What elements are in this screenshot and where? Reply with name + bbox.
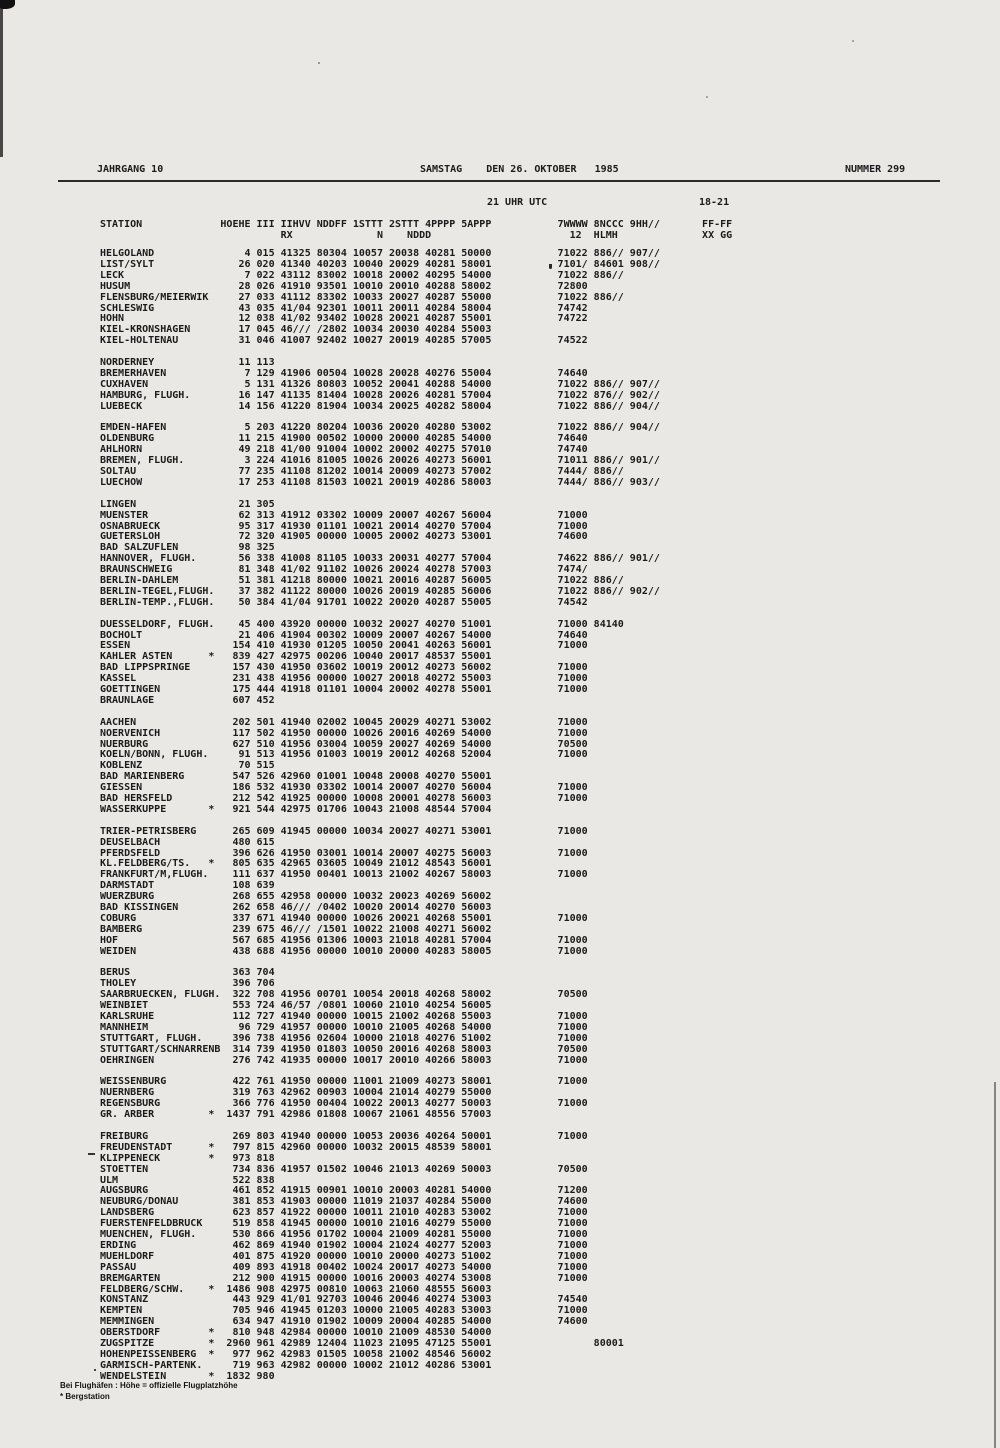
table-row: SAARBRUECKEN, FLUGH. 322 708 41956 00701 10054 20018 40268 58002 70500 [100, 989, 588, 1000]
table-row: KAHLER ASTEN * 839 427 42975 00206 10040 20017 48537 55001 [100, 651, 492, 662]
table-row: HOF 567 685 41956 01306 10003 21018 40281 57004 71000 [100, 935, 588, 946]
table-row: HOHN 12 038 41/02 93402 10028 20021 40287 55001 74722 [100, 313, 588, 324]
horizontal-rule [58, 180, 940, 182]
table-row: BREMERHAVEN 7 129 41906 00504 10028 20028 40276 55004 74640 [100, 368, 588, 379]
table-row: FELDBERG/SCHW. * 1486 908 42975 00810 10063 21060 48555 56003 [100, 1284, 492, 1295]
table-row: STUTTGART/SCHNARRENB 314 739 41950 01803 10050 20016 40268 58003 70500 [100, 1044, 588, 1055]
table-row: BREMGARTEN 212 900 41915 00000 10016 20003 40274 53008 71000 [100, 1273, 588, 1284]
table-row: LUEBECK 14 156 41220 81904 10034 20025 40282 58004 71022 886// 904// [100, 401, 660, 412]
table-row: OSNABRUECK 95 317 41930 01101 10021 20014 40270 57004 71000 [100, 521, 588, 532]
table-row: STUTTGART, FLUGH. 396 738 41956 02604 10000 21018 40276 51002 71000 [100, 1033, 588, 1044]
table-row: ZUGSPITZE * 2960 961 42989 12404 11023 21095 47125 55001 80001 [100, 1338, 624, 1349]
table-row: NEUBURG/DONAU 381 853 41903 00000 11019 21037 40284 55000 74600 [100, 1196, 588, 1207]
table-row: GIESSEN 186 532 41930 03302 10014 20007 40270 56004 71000 [100, 782, 588, 793]
table-row: KEMPTEN 705 946 41945 01203 10000 21005 40283 53003 71000 [100, 1305, 588, 1316]
table-row: GR. ARBER * 1437 791 42986 01808 10067 21061 48556 57003 [100, 1109, 492, 1120]
table-row: HAMBURG, FLUGH. 16 147 41135 81404 10028 20026 40281 57004 71022 876// 902// [100, 390, 660, 401]
table-row: HELGOLAND 4 015 41325 80304 10057 20038 40281 50000 71022 886// 907// [100, 248, 660, 259]
table-row: FREUDENSTADT * 797 815 42960 00000 10032 20015 48539 58001 [100, 1142, 492, 1153]
table-row: BERUS 363 704 [100, 967, 275, 978]
table-row: FRANKFURT/M,FLUGH. 111 637 41950 00401 10013 21002 40267 58003 71000 [100, 869, 588, 880]
scan-artifact-speck [852, 40, 854, 42]
table-row: DARMSTADT 108 639 [100, 880, 275, 891]
table-row: LECK 7 022 43112 83002 10018 20002 40295 54000 71022 886// [100, 270, 624, 281]
table-row: BREMEN, FLUGH. 3 224 41016 81005 10026 20026 40273 56001 71011 886// 901// [100, 455, 660, 466]
table-row: LIST/SYLT 26 020 41340 40203 10040 20029 40281 58001 7101/ 84601 908// [100, 259, 660, 270]
table-row: PASSAU 409 893 41918 00402 10024 20017 40273 54000 71000 [100, 1262, 588, 1273]
table-row: LINGEN 21 305 [100, 499, 275, 510]
table-row: NUERBURG 627 510 41956 03004 10059 20027 40269 54000 70500 [100, 739, 588, 750]
table-row: OLDENBURG 11 215 41900 00502 10000 20000 40285 54000 74640 [100, 433, 588, 444]
table-row: ERDING 462 869 41940 01902 10004 21024 40277 52003 71000 [100, 1240, 588, 1251]
time-range: 18-21 [699, 197, 730, 208]
table-row: BRAUNLAGE 607 452 [100, 695, 275, 706]
table-row: STOETTEN 734 836 41957 01502 10046 21013 40269 50003 70500 [100, 1164, 588, 1175]
table-row: NORDERNEY 11 113 [100, 357, 275, 368]
table-row: FREIBURG 269 803 41940 00000 10053 20036 40264 50001 71000 [100, 1131, 588, 1142]
table-row: BAD HERSFELD 212 542 41925 00000 10008 20001 40278 56003 71000 [100, 793, 588, 804]
table-row: KOELN/BONN, FLUGH. 91 513 41956 01003 10019 20012 40268 52004 71000 [100, 749, 588, 760]
table-row: MANNHEIM 96 729 41957 00000 10010 21005 40268 54000 71000 [100, 1022, 588, 1033]
table-row: BAMBERG 239 675 46/// /1501 10022 21008 40271 56002 [100, 924, 492, 935]
table-row: TRIER-PETRISBERG 265 609 41945 00000 10034 20027 40271 53001 71000 [100, 826, 588, 837]
table-row: BOCHOLT 21 406 41904 00302 10009 20007 40267 54000 74640 [100, 630, 588, 641]
table-row: GOETTINGEN 175 444 41918 01101 10004 20002 40278 55001 71000 [100, 684, 588, 695]
table-row: ULM 522 838 [100, 1175, 275, 1186]
scan-artifact-right-edge [994, 1082, 996, 1448]
table-row: HUSUM 28 026 41910 93501 10010 20010 40288 58002 72800 [100, 281, 588, 292]
table-row: BAD MARIENBERG 547 526 42960 01001 10048 20008 40270 55001 [100, 771, 492, 782]
table-row: KIEL-HOLTENAU 31 046 41007 92402 10027 20019 40285 57005 74522 [100, 335, 588, 346]
scan-artifact-speck [94, 1369, 96, 1371]
observation-time: 21 UHR UTC [487, 197, 548, 208]
table-row: CUXHAVEN 5 131 41326 80803 10052 20041 40288 54000 71022 886// 907// [100, 379, 660, 390]
table-row: DEUSELBACH 480 615 [100, 837, 275, 848]
table-row: OEHRINGEN 276 742 41935 00000 10017 20010 40266 58003 71000 [100, 1055, 588, 1066]
table-row: MUENCHEN, FLUGH. 530 866 41956 01702 10004 21009 40281 55000 71000 [100, 1229, 588, 1240]
table-row: AACHEN 202 501 41940 02002 10045 20029 40271 53002 71000 [100, 717, 588, 728]
table-row: KOBLENZ 70 515 [100, 760, 275, 771]
table-row: BAD KISSINGEN 262 658 46/// /0402 10020 20014 40270 56003 [100, 902, 492, 913]
table-row: MUENSTER 62 313 41912 03302 10009 20007 40267 56004 71000 [100, 510, 588, 521]
footnote-mountain-station: * Bergstation [60, 1392, 110, 1401]
scan-artifact-speck [88, 1153, 95, 1155]
table-row: WASSERKUPPE * 921 544 42975 01706 10043 21008 48544 57004 [100, 804, 492, 815]
table-row: KASSEL 231 438 41956 00000 10027 20018 40272 55003 71000 [100, 673, 588, 684]
journal-volume: JAHRGANG 10 [97, 164, 164, 175]
scan-artifact-left-edge [0, 5, 3, 157]
table-row: WEISSENBURG 422 761 41950 00000 11001 21009 40273 58001 71000 [100, 1076, 588, 1087]
table-row: EMDEN-HAFEN 5 203 41220 80204 10036 20020 40280 53002 71022 886// 904// [100, 422, 660, 433]
table-row: BAD LIPPSPRINGE 157 430 41950 03602 10019 20012 40273 56002 71000 [100, 662, 588, 673]
footnote-airports: Bei Flughäfen : Höhe = offizielle Flugplatzhöhe [60, 1381, 238, 1390]
table-row: FLENSBURG/MEIERWIK 27 033 41112 83302 10033 20027 40287 55000 71022 886// [100, 292, 624, 303]
issue-number: NUMMER 299 [845, 164, 906, 175]
table-row: DUESSELDORF, FLUGH. 45 400 43920 00000 10032 20027 40270 51001 71000 84140 [100, 619, 624, 630]
table-row: HOHENPEISSENBERG * 977 962 42983 01505 10058 21002 48546 56002 [100, 1349, 492, 1360]
table-row: NOERVENICH 117 502 41950 00000 10026 20016 40269 54000 71000 [100, 728, 588, 739]
table-row: WEIDEN 438 688 41956 00000 10010 20000 40283 58005 71000 [100, 946, 588, 957]
table-row: PFERDSFELD 396 626 41950 03001 10014 20007 40275 56003 71000 [100, 848, 588, 859]
table-row: SOLTAU 77 235 41108 81202 10014 20009 40273 57002 7444/ 886// [100, 466, 624, 477]
table-row: BAD SALZUFLEN 98 325 [100, 542, 275, 553]
table-row: BERLIN-DAHLEM 51 381 41218 80000 10021 20016 40287 56005 71022 886// [100, 575, 624, 586]
table-row: BRAUNSCHWEIG 81 348 41/02 91102 10026 20024 40278 57003 7474/ [100, 564, 588, 575]
scan-artifact-speck [318, 62, 320, 64]
table-row: AHLHORN 49 218 41/00 91004 10002 20002 40275 57010 74740 [100, 444, 588, 455]
table-row: KARLSRUHE 112 727 41940 00000 10015 21002 40268 55003 71000 [100, 1011, 588, 1022]
table-row: AUGSBURG 461 852 41915 00901 10010 20003 40281 54000 71200 [100, 1185, 588, 1196]
table-row: ESSEN 154 410 41930 01205 10050 20041 40263 56001 71000 [100, 640, 588, 651]
table-row: LUECHOW 17 253 41108 81503 10021 20019 40286 58003 7444/ 886// 903// [100, 477, 660, 488]
table-row: KIEL-KRONSHAGEN 17 045 46/// /2802 10034 20030 40284 55003 [100, 324, 492, 335]
table-row: BERLIN-TEMP.,FLUGH. 50 384 41/04 91701 10022 20020 40287 55005 74542 [100, 597, 588, 608]
table-row: GARMISCH-PARTENK. 719 963 42982 00000 10002 21012 40286 53001 [100, 1360, 492, 1371]
issue-date: SAMSTAG DEN 26. OKTOBER 1985 [420, 164, 619, 175]
table-row: THOLEY 396 706 [100, 978, 275, 989]
table-row: KLIPPENECK * 973 818 [100, 1153, 275, 1164]
table-row: KL.FELDBERG/TS. * 805 635 42965 03605 10049 21012 48543 56001 [100, 858, 492, 869]
table-row: MEMMINGEN 634 947 41910 01902 10009 20004 40285 54000 74600 [100, 1316, 588, 1327]
scan-artifact-speck [706, 96, 708, 98]
table-row: NUERNBERG 319 763 42962 00903 10004 21014 40279 55000 [100, 1087, 492, 1098]
table-row: WUERZBURG 268 655 42958 00000 10032 20023 40269 56002 [100, 891, 492, 902]
table-row: COBURG 337 671 41940 00000 10026 20021 40268 55001 71000 [100, 913, 588, 924]
table-row: WEINBIET 553 724 46/57 /0801 10060 21010 40254 56005 [100, 1000, 492, 1011]
table-row: GUETERSLOH 72 320 41905 00000 10005 20002 40273 53001 74600 [100, 531, 588, 542]
table-row: SCHLESWIG 43 035 41/04 92301 10011 20011 40284 58004 74742 [100, 303, 588, 314]
table-row: WENDELSTEIN * 1832 980 [100, 1371, 275, 1382]
table-header-row-1: STATION HOEHE III IIHVV NDDFF 1STTT 2STTT 4PPPP 5APPP 7WWWW 8NCCC 9HH// FF-FF [100, 219, 733, 230]
table-row: OBERSTDORF * 810 948 42984 00000 10010 21009 48530 54000 [100, 1327, 492, 1338]
table-row: REGENSBURG 366 776 41950 00404 10022 20013 40277 50003 71000 [100, 1098, 588, 1109]
table-row: KONSTANZ 443 929 41/01 92703 10046 20046 40274 53003 74540 [100, 1294, 588, 1305]
table-row: LANDSBERG 623 857 41922 00000 10011 21010 40283 53002 71000 [100, 1207, 588, 1218]
table-header-row-2: RX N NDDD 12 HLMH XX GG [100, 230, 733, 241]
table-row: MUEHLDORF 401 875 41920 00000 10010 20000 40273 51002 71000 [100, 1251, 588, 1262]
table-row: FUERSTENFELDBRUCK 519 858 41945 00000 10010 21016 40279 55000 71000 [100, 1218, 588, 1229]
table-row: BERLIN-TEGEL,FLUGH. 37 382 41122 80000 10026 20019 40285 56006 71022 886// 902// [100, 586, 660, 597]
table-row: HANNOVER, FLUGH. 56 338 41008 81105 10033 20031 40277 57004 74622 886// 901// [100, 553, 660, 564]
